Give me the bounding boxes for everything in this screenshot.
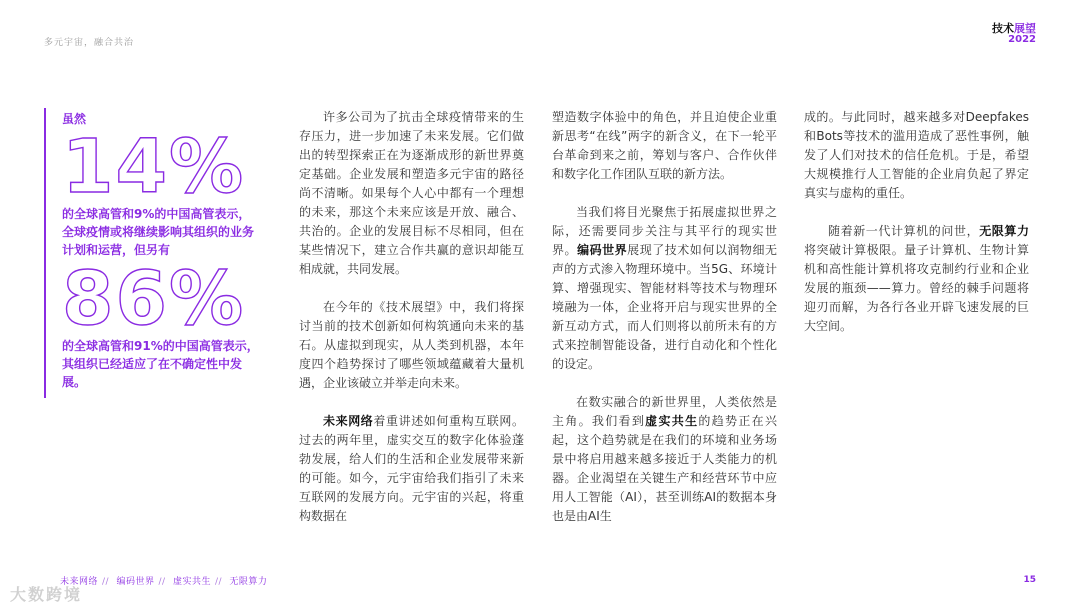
brand-main: 技术 [992, 22, 1014, 35]
keyword-coded-world: 编码世界 [577, 243, 628, 257]
paragraph: 塑造数字体验中的角色，并且迫使企业重新思考“在线”两字的新含义，在下一轮平台革命到来之前，筹划与客户、合作伙伴和数字化工作团队互联的新方法。 [552, 110, 777, 181]
footer-item[interactable]: 未来网络 [60, 577, 99, 587]
brand-accent: 展望 [1014, 22, 1036, 35]
footer-nav: 未来网络 // 编码世界 // 虚实共生 // 无限算力 [60, 577, 268, 587]
paragraph: 未来网络着重讲述如何重构互联网。过去的两年里，虚实交互的数字化体验蓬勃发展，给人们的生活和企业发展带来新的可能。如今，元宇宙给我们指引了未来互联网的发展方向。元宇宙的兴起，将重构数据在 [299, 414, 524, 523]
keyword-infinite-compute: 无限算力 [979, 224, 1029, 238]
running-header: 多元宇宙，融合共治 [44, 38, 135, 48]
watermark: 大数跨境 [10, 585, 83, 604]
keyword-virtual-real: 虚实共生 [645, 414, 699, 428]
text-column-1 [299, 108, 524, 545]
brand-year: 2022 [1008, 34, 1036, 45]
footer-item[interactable]: 无限算力 [229, 577, 268, 587]
paragraph: 在今年的《技术展望》中，我们将探讨当前的技术创新如何构筑通向未来的基石。从虚拟到现实，从人类到机器，本年度四个趋势探讨了哪些领域蕴藏着大量机遇，企业该破立并举走向未来。 [299, 300, 524, 390]
footer-item[interactable]: 虚实共生 [172, 577, 211, 587]
paragraph: 许多公司为了抗击全球疫情带来的生存压力，进一步加速了未来发展。它们做出的转型探索正在为逐渐成形的新世界奠定基础。企业发展和塑造多元宇宙的路径尚不清晰。如果每个人心中都有一个理想的未来，那这个未来应该是开放、融合、共治的。企业的发展目标不尽相同，但在某些情况下，建立合作共赢的意识却能互相成就，共同发展。 [299, 110, 524, 276]
paragraph: 当我们将目光聚焦于拓展虚拟世界之际，还需要同步关注与其平行的现实世界。编码世界展现了技术如何以润物细无声的方式渗入物理环境中。当5G、环境计算、增强现实、智能材料等技术与物理环境融为一体，企业将开启与现实世界的全新互动方式，而人们则将以前所未有的方式来控制智能设备，进行自动化和个性化的设定。 [552, 205, 777, 371]
stat-86-percent: 86% [62, 256, 246, 342]
paragraph: 成的。与此同时，越来越多对Deepfakes和Bots等技术的滥用造成了恶性事例，触发了人们对技术的信任危机。于是，希望大规模推行人工智能的企业肩负起了界定真实与虚构的重任。 [804, 110, 1029, 200]
stat-14-text: 的全球高管和9%的中国高管表示，全球疫情或将继续影响其组织的业务计划和运营，但另有 [62, 207, 255, 257]
keyword-future-network: 未来网络 [323, 414, 374, 428]
brand-logo [992, 23, 1036, 45]
footer-item[interactable]: 编码世界 [116, 577, 155, 587]
stat-sidebar [44, 108, 292, 398]
sidebar-lead: 虽然 [62, 112, 87, 126]
text-column-2 [552, 108, 777, 545]
stat-86-text: 的全球高管和91%的中国高管表示，其组织已经适应了在不确定性中发展。 [62, 339, 259, 389]
text-column-3 [804, 108, 1029, 355]
paragraph: 在数实融合的新世界里，人类依然是主角。我们看到虚实共生的趋势正在兴起，这个趋势就是在我们的环境和业务场景中将启用越来越多接近于人类能力的机器。企业渴望在关键生产和经营环节中应用人工智能（AI），甚至训练AI的数据本身也是由AI生 [552, 395, 777, 523]
stat-14-percent: 14% [62, 124, 246, 210]
paragraph: 随着新一代计算机的问世，无限算力将突破计算极限。量子计算机、生物计算机和高性能计算机将攻克制约行业和企业发展的瓶颈——算力。曾经的棘手问题将迎刃而解，为各行各业开辟飞速发展的巨大空间。 [804, 224, 1029, 333]
page-number: 15 [1023, 575, 1036, 585]
